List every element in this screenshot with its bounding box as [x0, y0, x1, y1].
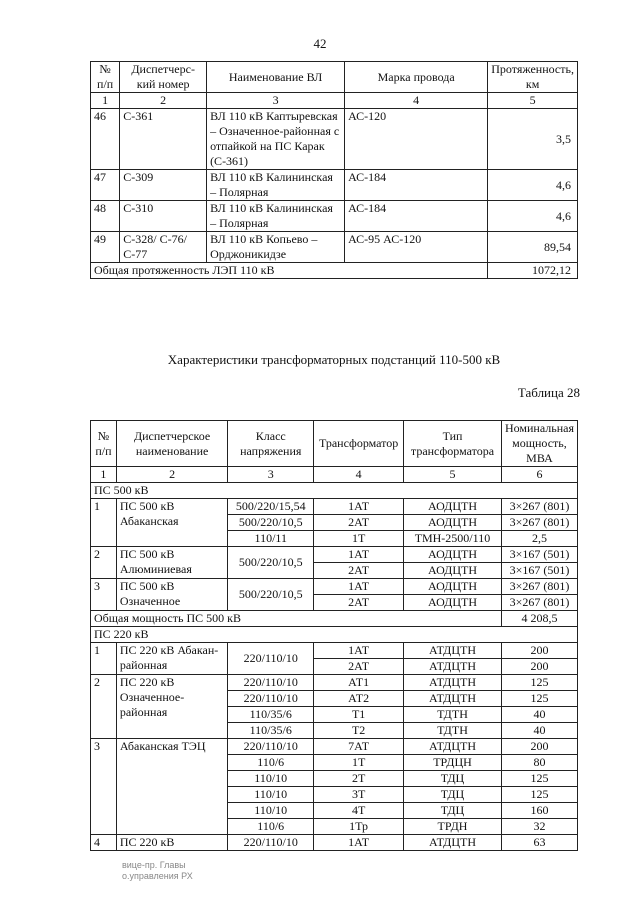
rated-power: 80: [501, 755, 577, 771]
column-number-row: [91, 467, 578, 483]
rated-power: 160: [501, 803, 577, 819]
row-number: 3: [91, 739, 117, 835]
transformer-type: АТДЦТН: [404, 691, 502, 707]
rated-power: 2,5: [501, 531, 577, 547]
column-header: Диспетчерс-кий номер: [120, 62, 207, 93]
rated-power: 40: [501, 707, 577, 723]
page-number: 42: [313, 36, 327, 51]
transformer-type: АОДЦТН: [404, 595, 502, 611]
transformer: АТ2: [314, 691, 404, 707]
column-header: Класс напряжения: [228, 421, 314, 467]
column-header: № п/п: [91, 421, 117, 467]
voltage-class: 220/110/10: [228, 739, 314, 755]
transformer-type: ТМН-2500/110: [404, 531, 502, 547]
row-number: 46: [91, 109, 120, 170]
column-header: Трансформатор: [314, 421, 404, 467]
column-number: 3: [207, 93, 345, 109]
voltage-class: 500/220/10,5: [228, 579, 314, 611]
total-value: 1072,12: [488, 263, 578, 279]
column-number: 3: [228, 467, 314, 483]
table-row: [91, 499, 578, 515]
line-name: ВЛ 110 кВ Каптыревская – Означенное-районная с отпайкой на ПС Карак (С-361): [207, 109, 345, 170]
rated-power: 200: [501, 643, 577, 659]
rated-power: 3×167 (501): [501, 563, 577, 579]
group-row: [91, 483, 578, 499]
transformer-type: ТДТН: [404, 723, 502, 739]
voltage-class: 220/110/10: [228, 643, 314, 675]
dispatch-number: С-361: [120, 109, 207, 170]
rated-power: 3×267 (801): [501, 515, 577, 531]
table-row: [91, 109, 578, 170]
line-length: 4,6: [488, 170, 578, 201]
substation-name: ПС 220 кВ Означенное-районная: [116, 675, 227, 739]
transformer: 4Т: [314, 803, 404, 819]
total-row: [91, 611, 578, 627]
transformer-type: ТДТН: [404, 707, 502, 723]
rated-power: 125: [501, 691, 577, 707]
row-number: 48: [91, 201, 120, 232]
table-row: [91, 579, 578, 595]
dispatch-number: С-309: [120, 170, 207, 201]
rated-power: 40: [501, 723, 577, 739]
column-number: 4: [345, 93, 488, 109]
rated-power: 3×267 (801): [501, 499, 577, 515]
line-name: ВЛ 110 кВ Калининская – Полярная: [207, 170, 345, 201]
transformer: Т1: [314, 707, 404, 723]
rated-power: 3×167 (501): [501, 547, 577, 563]
voltage-class: 220/110/10: [228, 675, 314, 691]
transformer-type: ТРДЦН: [404, 755, 502, 771]
transformer: 1Тр: [314, 819, 404, 835]
row-number: 2: [91, 547, 117, 579]
transformer: 1Т: [314, 531, 404, 547]
column-header: Диспетчерское наименование: [116, 421, 227, 467]
transformer-type: АОДЦТН: [404, 515, 502, 531]
transformer: 2АТ: [314, 563, 404, 579]
column-number-row: [91, 93, 578, 109]
transformer: 2АТ: [314, 595, 404, 611]
transformer-type: ТДЦ: [404, 771, 502, 787]
rated-power: 32: [501, 819, 577, 835]
substation-name: Абаканская ТЭЦ: [116, 739, 227, 835]
stamp-mark: вице-пр. Главы о.управления РХ: [122, 860, 193, 881]
voltage-class: 500/220/10,5: [228, 547, 314, 579]
transformer: 3Т: [314, 787, 404, 803]
wire-brand: АС-95 АС-120: [345, 232, 488, 263]
transformer-type: АТДЦТН: [404, 835, 502, 851]
line-length: 4,6: [488, 201, 578, 232]
substations-table: [90, 420, 578, 851]
column-header: Тип трансформатора: [404, 421, 502, 467]
transformer-type: ТДЦ: [404, 803, 502, 819]
transformer: 2АТ: [314, 659, 404, 675]
rated-power: 125: [501, 771, 577, 787]
column-number: 2: [120, 93, 207, 109]
column-header: № п/п: [91, 62, 120, 93]
header-row: [91, 62, 578, 93]
row-number: 47: [91, 170, 120, 201]
column-number: 5: [404, 467, 502, 483]
substation-name: ПС 500 кВ Алюминиевая: [116, 547, 227, 579]
voltage-class: 110/35/6: [228, 723, 314, 739]
table-label: Таблица 28: [517, 385, 580, 400]
row-number: 1: [91, 499, 117, 547]
transformer-type: АОДЦТН: [404, 563, 502, 579]
line-name: ВЛ 110 кВ Калининская – Полярная: [207, 201, 345, 232]
voltage-class: 220/110/10: [228, 691, 314, 707]
voltage-class: 500/220/15,54: [228, 499, 314, 515]
table-row: [91, 232, 578, 263]
transformer: 1АТ: [314, 643, 404, 659]
wire-brand: АС-184: [345, 170, 488, 201]
table-row: [91, 675, 578, 691]
column-number: 4: [314, 467, 404, 483]
group-row: [91, 627, 578, 643]
voltage-class: 110/10: [228, 803, 314, 819]
column-header: Протяженность, км: [488, 62, 578, 93]
transformer-type: АОДЦТН: [404, 499, 502, 515]
substation-name: ПС 500 кВ Означенное: [116, 579, 227, 611]
wire-brand: АС-184: [345, 201, 488, 232]
transformer-type: ТРДН: [404, 819, 502, 835]
table-row: [91, 170, 578, 201]
column-header: Наименование ВЛ: [207, 62, 345, 93]
substation-name: ПС 500 кВ Абаканская: [116, 499, 227, 547]
section-heading: Характеристики трансформаторных подстанций 110-500 кВ: [167, 352, 501, 367]
voltage-class: 500/220/10,5: [228, 515, 314, 531]
line-name: ВЛ 110 кВ Копьево – Орджоникидзе: [207, 232, 345, 263]
wire-brand: АС-120: [345, 109, 488, 170]
transformer: 1АТ: [314, 579, 404, 595]
substation-name: ПС 220 кВ: [116, 835, 227, 851]
transformer: 2Т: [314, 771, 404, 787]
table-row: [91, 643, 578, 659]
column-number: 6: [501, 467, 577, 483]
voltage-class: 110/11: [228, 531, 314, 547]
column-number: 5: [488, 93, 578, 109]
column-header: Марка провода: [345, 62, 488, 93]
rated-power: 63: [501, 835, 577, 851]
transformer-type: АТДЦТН: [404, 675, 502, 691]
voltage-class: 110/6: [228, 755, 314, 771]
dispatch-number: С-328/ С-76/ С-77: [120, 232, 207, 263]
dispatch-number: С-310: [120, 201, 207, 232]
transformer-type: АТДЦТН: [404, 659, 502, 675]
header-row: [91, 421, 578, 467]
transformer: 1Т: [314, 755, 404, 771]
row-number: 3: [91, 579, 117, 611]
row-number: 1: [91, 643, 117, 675]
voltage-class: 110/35/6: [228, 707, 314, 723]
table-row: [91, 547, 578, 563]
rated-power: 3×267 (801): [501, 579, 577, 595]
voltage-class: 110/10: [228, 771, 314, 787]
total-label: Общая мощность ПС 500 кВ: [91, 611, 502, 627]
total-row: [91, 263, 578, 279]
total-value: 4 208,5: [501, 611, 577, 627]
voltage-class: 110/6: [228, 819, 314, 835]
line-length: 89,54: [488, 232, 578, 263]
transformer-type: ТДЦ: [404, 787, 502, 803]
transformer: АТ1: [314, 675, 404, 691]
column-number: 1: [91, 93, 120, 109]
total-label: Общая протяженность ЛЭП 110 кВ: [91, 263, 488, 279]
column-header: Номинальная мощность, МВА: [501, 421, 577, 467]
transformer: 1АТ: [314, 835, 404, 851]
rated-power: 200: [501, 739, 577, 755]
line-length: 3,5: [488, 109, 578, 170]
rated-power: 125: [501, 787, 577, 803]
transformer-type: АОДЦТН: [404, 547, 502, 563]
row-number: 2: [91, 675, 117, 739]
transformer: 1АТ: [314, 499, 404, 515]
rated-power: 125: [501, 675, 577, 691]
transformer: 7АТ: [314, 739, 404, 755]
substation-name: ПС 220 кВ Абакан-районная: [116, 643, 227, 675]
transformer: 1АТ: [314, 547, 404, 563]
table-row: [91, 835, 578, 851]
transformer: Т2: [314, 723, 404, 739]
voltage-class: 110/10: [228, 787, 314, 803]
row-number: 4: [91, 835, 117, 851]
transformer-type: АТДЦТН: [404, 643, 502, 659]
power-lines-table: [90, 61, 578, 279]
column-number: 2: [116, 467, 227, 483]
voltage-class: 220/110/10: [228, 835, 314, 851]
rated-power: 200: [501, 659, 577, 675]
rated-power: 3×267 (801): [501, 595, 577, 611]
column-number: 1: [91, 467, 117, 483]
table-row: [91, 739, 578, 755]
row-number: 49: [91, 232, 120, 263]
transformer-type: АОДЦТН: [404, 579, 502, 595]
group-label: ПС 220 кВ: [91, 627, 578, 643]
group-label: ПС 500 кВ: [91, 483, 578, 499]
transformer: 2АТ: [314, 515, 404, 531]
transformer-type: АТДЦТН: [404, 739, 502, 755]
table-row: [91, 201, 578, 232]
